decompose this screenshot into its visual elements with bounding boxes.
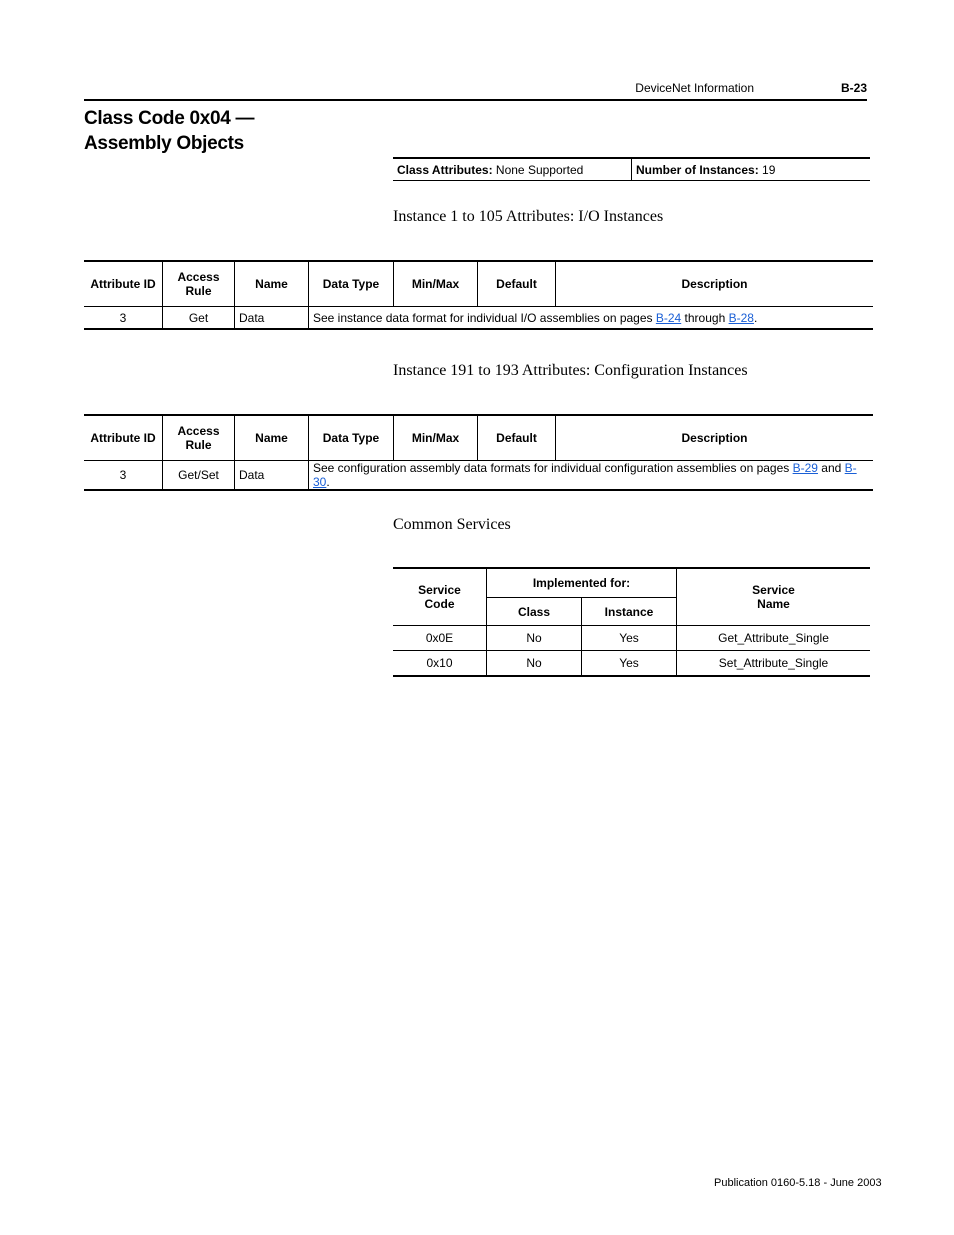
service-name-header-text: Service Name xyxy=(752,583,795,611)
page-link-b29[interactable]: B-29 xyxy=(792,461,818,475)
cell-instance: Yes xyxy=(582,626,677,651)
column-header-description: Description xyxy=(556,415,874,461)
footer-publication: Publication 0160-5.18 - June 2003 xyxy=(714,1177,882,1189)
io-instances-caption: Instance 1 to 105 Attributes: I/O Instances xyxy=(393,208,664,225)
column-header-default: Default xyxy=(478,415,556,461)
section-title-line2: Assembly Objects xyxy=(84,133,244,154)
column-header-default: Default xyxy=(478,261,556,307)
number-of-instances-label: Number of Instances: xyxy=(636,162,759,177)
description-text: See instance data format for individual I/O assemblies on pages xyxy=(313,310,656,325)
table-row xyxy=(84,461,873,491)
cell-name: Data xyxy=(235,307,309,330)
description-text: through xyxy=(681,310,729,325)
cell-attribute-id: 3 xyxy=(84,307,163,330)
table-header-row xyxy=(84,415,873,461)
io-instances-table xyxy=(84,260,873,330)
description-text: See configuration assembly data formats for individual configuration assemblies on pages xyxy=(313,461,793,475)
number-of-instances-cell xyxy=(632,158,871,181)
description-text: and xyxy=(817,461,845,475)
header-rule xyxy=(84,99,867,101)
config-instances-caption: Instance 191 to 193 Attributes: Configuration Instances xyxy=(393,362,748,379)
column-header-min-max: Min/Max xyxy=(394,261,478,307)
column-header-description: Description xyxy=(556,261,874,307)
table-row xyxy=(393,651,870,677)
column-header-name: Name xyxy=(235,415,309,461)
header-section-name: DeviceNet Information xyxy=(635,81,754,95)
column-header-name: Name xyxy=(235,261,309,307)
column-header-attribute-id: Attribute ID xyxy=(84,415,163,461)
cell-attribute-id: 3 xyxy=(84,461,163,491)
table-row xyxy=(393,626,870,651)
cell-service-code: 0x0E xyxy=(393,626,487,651)
cell-access-rule: Get/Set xyxy=(163,461,235,491)
class-attributes-label: Class Attributes: xyxy=(397,162,493,177)
column-header-data-type: Data Type xyxy=(309,415,394,461)
header-page-number: B-23 xyxy=(841,81,868,95)
column-header-attribute-id: Attribute ID xyxy=(84,261,163,307)
cell-service-name: Get_Attribute_Single xyxy=(677,626,871,651)
number-of-instances-value: 19 xyxy=(762,162,776,177)
column-header-min-max: Min/Max xyxy=(394,415,478,461)
cell-class: No xyxy=(487,651,582,677)
column-header-instance: Instance xyxy=(582,598,677,626)
column-header-class: Class xyxy=(487,598,582,626)
class-attributes-cell xyxy=(393,158,632,181)
column-header-implemented-for: Implemented for: xyxy=(487,568,677,598)
page-link-b24[interactable]: B-24 xyxy=(655,310,682,325)
cell-instance: Yes xyxy=(582,651,677,677)
table-header-row xyxy=(393,568,870,598)
column-header-access-rule: Access Rule xyxy=(163,261,235,307)
config-instances-table xyxy=(84,414,873,491)
cell-class: No xyxy=(487,626,582,651)
cell-name: Data xyxy=(235,461,309,491)
column-header-service-code xyxy=(393,568,487,626)
common-services-caption: Common Services xyxy=(393,516,511,533)
cell-service-code: 0x10 xyxy=(393,651,487,677)
page-link-b28[interactable]: B-28 xyxy=(728,310,754,325)
class-attributes-value: None Supported xyxy=(495,162,584,177)
description-text: . xyxy=(753,310,758,325)
section-title xyxy=(84,106,344,156)
cell-description xyxy=(309,307,874,330)
class-attributes-table xyxy=(393,157,870,181)
service-code-header-text: Service Code xyxy=(418,583,461,611)
table-header-row xyxy=(84,261,873,307)
column-header-access-rule: Access Rule xyxy=(163,415,235,461)
description-text: . xyxy=(326,475,330,489)
table-row xyxy=(84,307,873,330)
common-services-table xyxy=(393,567,870,677)
page-link-b30[interactable]: B-30 xyxy=(313,461,857,489)
cell-service-name: Set_Attribute_Single xyxy=(677,651,871,677)
cell-access-rule: Get xyxy=(163,307,235,330)
running-header xyxy=(0,81,954,97)
cell-description xyxy=(309,461,874,491)
column-header-data-type: Data Type xyxy=(309,261,394,307)
section-title-line1: Class Code 0x04 — xyxy=(84,108,255,129)
column-header-service-name xyxy=(677,568,871,626)
